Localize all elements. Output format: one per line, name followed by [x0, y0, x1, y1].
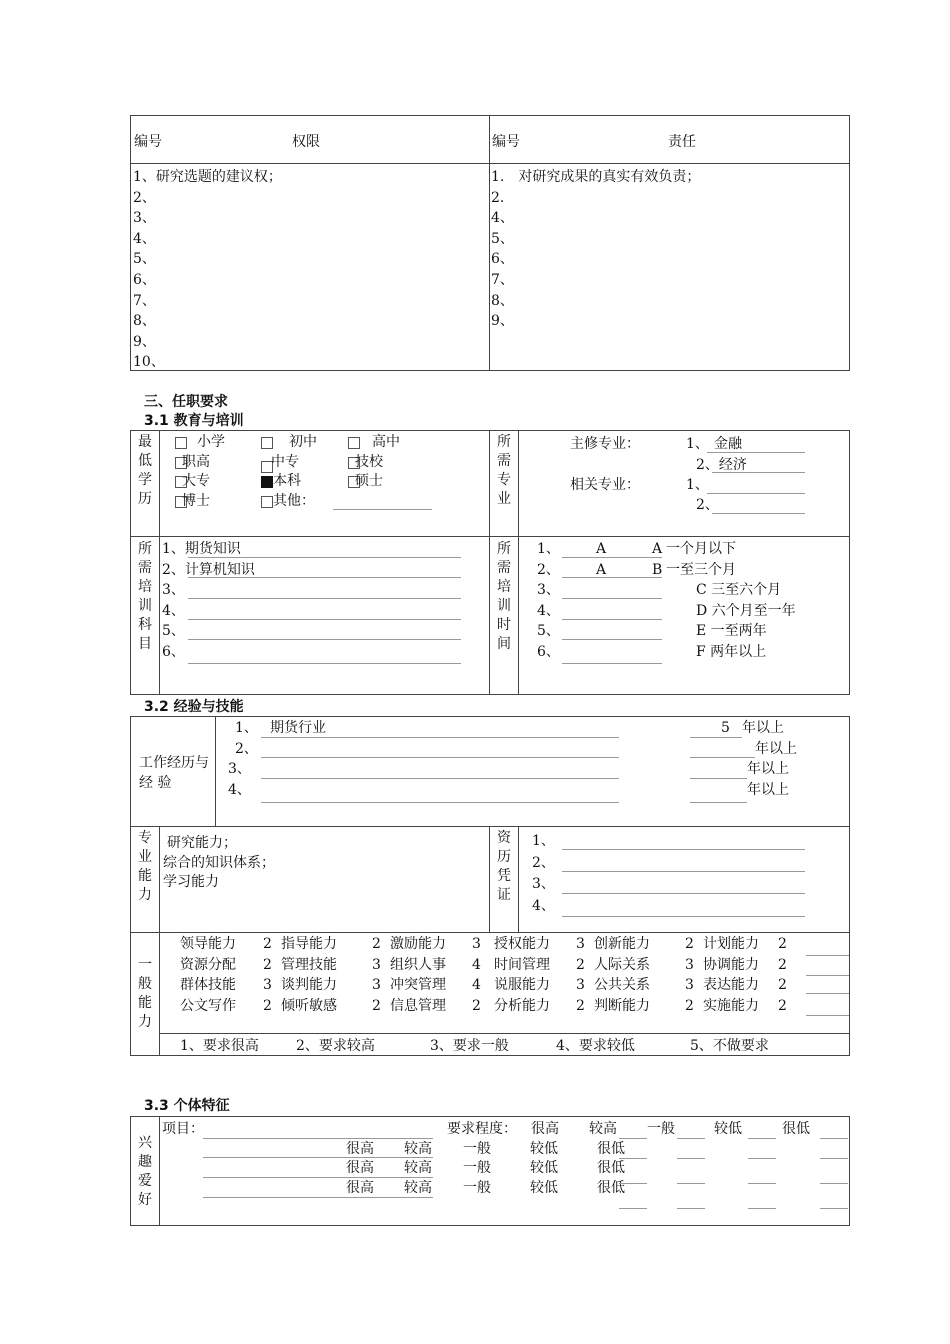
interest-blank-line	[820, 1158, 848, 1159]
general-ability-rating: 4	[472, 957, 481, 973]
general-extra-line[interactable]	[806, 975, 849, 976]
experience-field-1: 期货行业	[270, 720, 326, 736]
interest-level-option[interactable]: 很高	[346, 1141, 374, 1157]
professional-ability-item: 学习能力	[163, 874, 219, 890]
general-ability-rating: 2	[263, 998, 272, 1014]
interest-blank-line	[619, 1183, 647, 1184]
general-ability-name: 领导能力	[180, 936, 236, 952]
related-major-2-line[interactable]	[712, 513, 805, 514]
general-ability-name: 指导能力	[281, 936, 337, 952]
credential-line[interactable]	[562, 871, 805, 872]
authority-item: 10、	[133, 354, 165, 371]
experience-col-line	[215, 716, 216, 826]
interest-level-option[interactable]: 很低	[597, 1141, 625, 1157]
general-ability-name: 实施能力	[703, 998, 759, 1014]
credential-item: 2、	[532, 854, 555, 871]
training-legend-d: D 六个月至一年	[696, 603, 796, 619]
training-legend-b: 一至三个月	[666, 562, 736, 578]
experience-years-suffix-3: 年以上	[747, 761, 789, 777]
responsibility-no-header: 编号	[492, 134, 520, 150]
interest-blank-line	[677, 1158, 705, 1159]
interest-blank-line	[820, 1208, 848, 1209]
authority-divider	[489, 115, 490, 371]
interest-degree-label: 要求程度：	[447, 1121, 517, 1137]
general-extra-line[interactable]	[806, 993, 849, 994]
training-subject: 2、计算机知识	[162, 561, 255, 578]
experience-row-num: 3、	[228, 761, 251, 778]
experience-row-num: 4、	[228, 781, 251, 798]
education-level-label: 最低学历	[138, 434, 152, 507]
authority-header-line	[130, 163, 850, 164]
general-legend-2: 2、要求较高	[296, 1038, 375, 1054]
general-ability-name: 群体技能	[180, 977, 236, 993]
interest-level-option[interactable]: 较低	[530, 1180, 558, 1196]
general-ability-rating: 2	[372, 936, 381, 952]
general-ability-name: 人际关系	[594, 957, 650, 973]
professional-ability-item: 综合的知识体系；	[163, 854, 275, 871]
experience-row-line	[130, 826, 850, 827]
interest-item-line[interactable]	[203, 1138, 433, 1139]
option-doctor: 博士	[182, 493, 210, 509]
option-primary: 小学	[197, 434, 225, 450]
main-major-2-line	[712, 472, 805, 473]
main-major-1-num: 1、	[686, 436, 709, 452]
responsibility-item: 1. 对研究成果的真实有效负责；	[491, 169, 701, 185]
general-ability-name: 授权能力	[494, 936, 550, 952]
interest-header-level-2: 较高	[589, 1121, 617, 1137]
training-legend-e: E 一至两年	[696, 623, 767, 639]
interest-level-option[interactable]: 很高	[346, 1160, 374, 1176]
training-subject-line[interactable]	[188, 577, 461, 578]
subsection-experience-title: 3.2 经验与技能	[144, 699, 244, 715]
checkbox-bachelor[interactable]	[261, 476, 273, 488]
authority-item: 6、	[133, 271, 156, 288]
responsibility-title-header: 责任	[668, 134, 696, 150]
interest-label: 兴趣爱好	[138, 1135, 152, 1208]
interest-level-option[interactable]: 较高	[404, 1160, 432, 1176]
interest-blank-line	[820, 1183, 848, 1184]
general-ability-rating: 2	[372, 998, 381, 1014]
checkbox-other[interactable]	[261, 496, 273, 508]
interest-level-option[interactable]: 很低	[597, 1180, 625, 1196]
general-ability-rating: 2	[778, 936, 787, 952]
experience-col-line	[518, 826, 519, 932]
training-subject-line[interactable]	[188, 598, 461, 599]
option-junior-college: 大专	[182, 473, 210, 489]
experience-rows	[228, 718, 258, 800]
general-ability-name: 公文写作	[180, 998, 236, 1014]
authority-item: 1、研究选题的建议权；	[133, 169, 282, 185]
interest-level-option[interactable]: 较高	[404, 1180, 432, 1196]
option-vocational-high: 职高	[182, 454, 210, 470]
general-legend-1: 1、要求很高	[180, 1038, 259, 1054]
authority-item: 2、	[133, 189, 156, 206]
experience-field-line[interactable]	[261, 757, 619, 758]
experience-years-suffix-1: 年以上	[742, 720, 784, 736]
interest-item-line[interactable]	[203, 1197, 433, 1198]
experience-row-num: 1、	[235, 720, 258, 736]
training-time-num: 2、	[537, 561, 560, 578]
related-major-1-line[interactable]	[707, 493, 805, 494]
general-ability-rating: 2	[263, 957, 272, 973]
interest-blank-line	[820, 1138, 848, 1139]
training-time-line[interactable]	[562, 577, 662, 578]
credential-item: 4、	[532, 898, 555, 915]
main-major-2: 2、经济	[696, 457, 747, 473]
related-major-label: 相关专业：	[570, 477, 640, 493]
related-major-1: 1、	[686, 477, 709, 493]
authority-item: 4、	[133, 230, 156, 247]
general-ability-rating: 2	[263, 936, 272, 952]
general-ability-name: 公共关系	[594, 977, 650, 993]
training-time-num: 5、	[537, 623, 560, 640]
general-legend-3: 3、要求一般	[430, 1038, 509, 1054]
experience-years-suffix-4: 年以上	[747, 782, 789, 798]
interest-level-option[interactable]: 较低	[530, 1141, 558, 1157]
major-label: 所需专业	[497, 434, 511, 507]
training-time-num: 1、	[537, 541, 560, 557]
authority-item: 3、	[133, 210, 156, 227]
experience-years-line[interactable]	[690, 802, 747, 803]
general-ability-rating: 2	[685, 998, 694, 1014]
subsection-education-title: 3.1 教育与培训	[144, 413, 244, 429]
general-ability-rating: 4	[472, 977, 481, 993]
experience-col-line	[489, 826, 490, 932]
responsibility-item: 2.	[491, 189, 505, 206]
responsibility-item: 9、	[491, 313, 514, 330]
experience-col-line	[159, 826, 160, 1056]
interest-blank-line	[619, 1208, 647, 1209]
option-senior-high: 高中	[372, 434, 400, 450]
training-time-line[interactable]	[562, 598, 662, 599]
general-ability-name: 计划能力	[703, 936, 759, 952]
authority-no-header: 编号	[134, 134, 162, 150]
main-major-label: 主修专业：	[570, 436, 640, 452]
training-legend-c: C 三至六个月	[696, 582, 782, 598]
responsibility-item: 6、	[491, 251, 514, 268]
training-subject: 4、	[162, 602, 185, 619]
main-major-1-line	[707, 452, 805, 453]
general-ability-name: 表达能力	[703, 977, 759, 993]
training-subject-line[interactable]	[188, 619, 461, 620]
general-ability-name: 信息管理	[390, 998, 446, 1014]
interest-level-option[interactable]: 很高	[346, 1180, 374, 1196]
general-ability-name: 判断能力	[594, 998, 650, 1014]
general-ability-name: 资源分配	[180, 957, 236, 973]
interest-header-level-3: 一般	[647, 1121, 675, 1137]
training-time-nums	[537, 539, 560, 663]
interest-col-line	[159, 1116, 160, 1226]
experience-years-suffix-2: 年以上	[755, 741, 797, 757]
option-technical-school: 技校	[355, 454, 383, 470]
general-ability-name: 创新能力	[594, 936, 650, 952]
general-ability-name: 管理技能	[281, 957, 337, 973]
credential-line[interactable]	[562, 893, 805, 894]
experience-years-1: 5	[721, 720, 730, 736]
interest-header-level-5: 很低	[782, 1121, 810, 1137]
interest-blank-line	[748, 1158, 776, 1159]
authority-item: 9、	[133, 333, 156, 350]
credential-item: 1、	[532, 833, 555, 849]
main-major-1: 金融	[714, 436, 742, 452]
training-subject-line[interactable]	[188, 557, 461, 558]
related-major-2: 2、	[696, 497, 719, 513]
training-legend-f: F 两年以上	[696, 644, 767, 660]
responsibility-item: 4、	[491, 210, 514, 227]
general-ability-name: 冲突管理	[390, 977, 446, 993]
professional-ability-item: 研究能力；	[167, 835, 237, 851]
general-ability-rating: 3	[472, 936, 481, 952]
experience-years-line[interactable]	[690, 757, 755, 758]
general-extra-line[interactable]	[806, 955, 849, 956]
interest-level-option[interactable]: 一般	[463, 1141, 491, 1157]
interest-blank-line	[677, 1138, 705, 1139]
training-subject-line[interactable]	[188, 639, 461, 640]
general-ability-rating: 2	[576, 957, 585, 973]
general-ability-name: 组织人事	[390, 957, 446, 973]
responsibility-item: 8、	[491, 292, 514, 309]
general-ability-name: 倾听敏感	[281, 998, 337, 1014]
education-mid-line	[489, 430, 490, 695]
training-time-label: 所需培训时间	[497, 541, 511, 652]
authority-item: 8、	[133, 313, 156, 330]
experience-years-line[interactable]	[690, 737, 742, 738]
professional-ability-label: 专业能力	[138, 830, 152, 903]
training-time-value-1: A	[596, 541, 607, 557]
training-subjects-label: 所需培训科目	[138, 541, 152, 652]
general-ability-rating: 3	[685, 977, 694, 993]
interest-level-option[interactable]: 一般	[463, 1160, 491, 1176]
general-ability-rating: 2	[685, 936, 694, 952]
general-legend-4: 4、要求较低	[556, 1038, 635, 1054]
experience-row-line	[130, 932, 850, 933]
general-ability-rating: 2	[778, 998, 787, 1014]
training-time-value-2: A	[596, 562, 607, 578]
option-technical-secondary: 中专	[271, 454, 299, 470]
section-title: 三、任职要求	[144, 394, 228, 410]
experience-field-line[interactable]	[261, 778, 619, 779]
experience-row-line	[159, 1033, 850, 1034]
interest-level-option[interactable]: 较高	[404, 1141, 432, 1157]
training-subject: 1、期货知识	[162, 541, 241, 557]
credential-item: 3、	[532, 876, 555, 893]
interest-item-line[interactable]	[203, 1157, 433, 1158]
general-ability-name: 说服能力	[494, 977, 550, 993]
training-time-num: 6、	[537, 643, 560, 660]
authority-item: 5、	[133, 251, 156, 268]
interest-blank-line	[748, 1208, 776, 1209]
option-other: 其他：	[273, 493, 315, 509]
training-legend-code-a: A	[652, 541, 663, 557]
credentials-label: 资历凭证	[497, 830, 511, 903]
option-master: 硕士	[355, 473, 383, 489]
general-ability-rating: 3	[372, 957, 381, 973]
interest-blank-line	[748, 1183, 776, 1184]
interest-level-option[interactable]: 很低	[597, 1160, 625, 1176]
training-time-line[interactable]	[562, 663, 662, 664]
experience-years-line[interactable]	[690, 778, 747, 779]
experience-field-line[interactable]	[261, 737, 619, 738]
professional-ability-list	[163, 834, 275, 893]
general-ability-name: 时间管理	[494, 957, 550, 973]
general-ability-label: 一般能力	[138, 957, 152, 1030]
authority-list	[133, 167, 282, 373]
training-legend-code-b: B	[652, 562, 663, 578]
interest-level-option[interactable]: 较低	[530, 1160, 558, 1176]
general-ability-name: 谈判能力	[281, 977, 337, 993]
interest-header-level-1: 很高	[531, 1121, 559, 1137]
general-ability-rating: 3	[685, 957, 694, 973]
training-subject: 6、	[162, 643, 185, 660]
education-col-line-right	[518, 430, 519, 695]
option-bachelor: 本科	[273, 473, 301, 489]
interest-blank-line	[677, 1208, 705, 1209]
training-time-line[interactable]	[562, 619, 662, 620]
interest-item-label: 项目：	[162, 1121, 204, 1137]
training-legend-a: 一个月以下	[666, 541, 736, 557]
interest-blank-line	[748, 1138, 776, 1139]
training-time-line[interactable]	[562, 557, 662, 558]
training-subject: 3、	[162, 582, 185, 599]
authority-title-header: 权限	[292, 134, 320, 150]
interest-level-option[interactable]: 一般	[463, 1180, 491, 1196]
other-input-line[interactable]	[333, 509, 432, 510]
general-ability-rating: 3	[372, 977, 381, 993]
general-ability-rating: 2	[472, 998, 481, 1014]
checkbox-junior-high[interactable]	[261, 437, 273, 449]
subsection-traits-title: 3.3 个体特征	[144, 1098, 230, 1114]
interest-header-level-4: 较低	[714, 1121, 742, 1137]
interest-blank-line	[619, 1158, 647, 1159]
experience-row-num: 2、	[235, 740, 258, 757]
interest-item-line[interactable]	[203, 1177, 433, 1178]
general-ability-rating: 2	[778, 977, 787, 993]
training-subject-line[interactable]	[188, 663, 461, 664]
general-ability-rating: 3	[576, 977, 585, 993]
responsibility-list	[491, 167, 700, 332]
general-legend-5: 5、不做要求	[690, 1038, 769, 1054]
checkbox-primary[interactable]	[175, 437, 187, 449]
training-time-num: 3、	[537, 582, 560, 599]
general-ability-rating: 2	[778, 957, 787, 973]
general-extra-line[interactable]	[806, 1015, 849, 1016]
general-ability-rating: 2	[576, 998, 585, 1014]
general-ability-name: 分析能力	[494, 998, 550, 1014]
interest-blank-line	[619, 1138, 647, 1139]
credential-line[interactable]	[562, 916, 805, 917]
credential-line[interactable]	[562, 849, 805, 850]
checkbox-senior-high[interactable]	[348, 437, 360, 449]
authority-item: 7、	[133, 292, 156, 309]
experience-field-line[interactable]	[261, 802, 619, 803]
general-ability-name: 激励能力	[390, 936, 446, 952]
education-row-line	[130, 536, 850, 537]
education-col-line	[159, 430, 160, 695]
training-subject: 5、	[162, 623, 185, 640]
training-time-num: 4、	[537, 602, 560, 619]
responsibility-item: 7、	[491, 271, 514, 288]
credentials-list	[532, 831, 555, 918]
option-junior-high: 初中	[289, 434, 317, 450]
training-time-line[interactable]	[562, 639, 662, 640]
general-ability-name: 协调能力	[703, 957, 759, 973]
work-experience-label: 工作经历与 经 验	[139, 755, 209, 791]
interest-blank-line	[677, 1183, 705, 1184]
general-ability-rating: 3	[263, 977, 272, 993]
general-ability-rating: 3	[576, 936, 585, 952]
responsibility-item: 5、	[491, 230, 514, 247]
